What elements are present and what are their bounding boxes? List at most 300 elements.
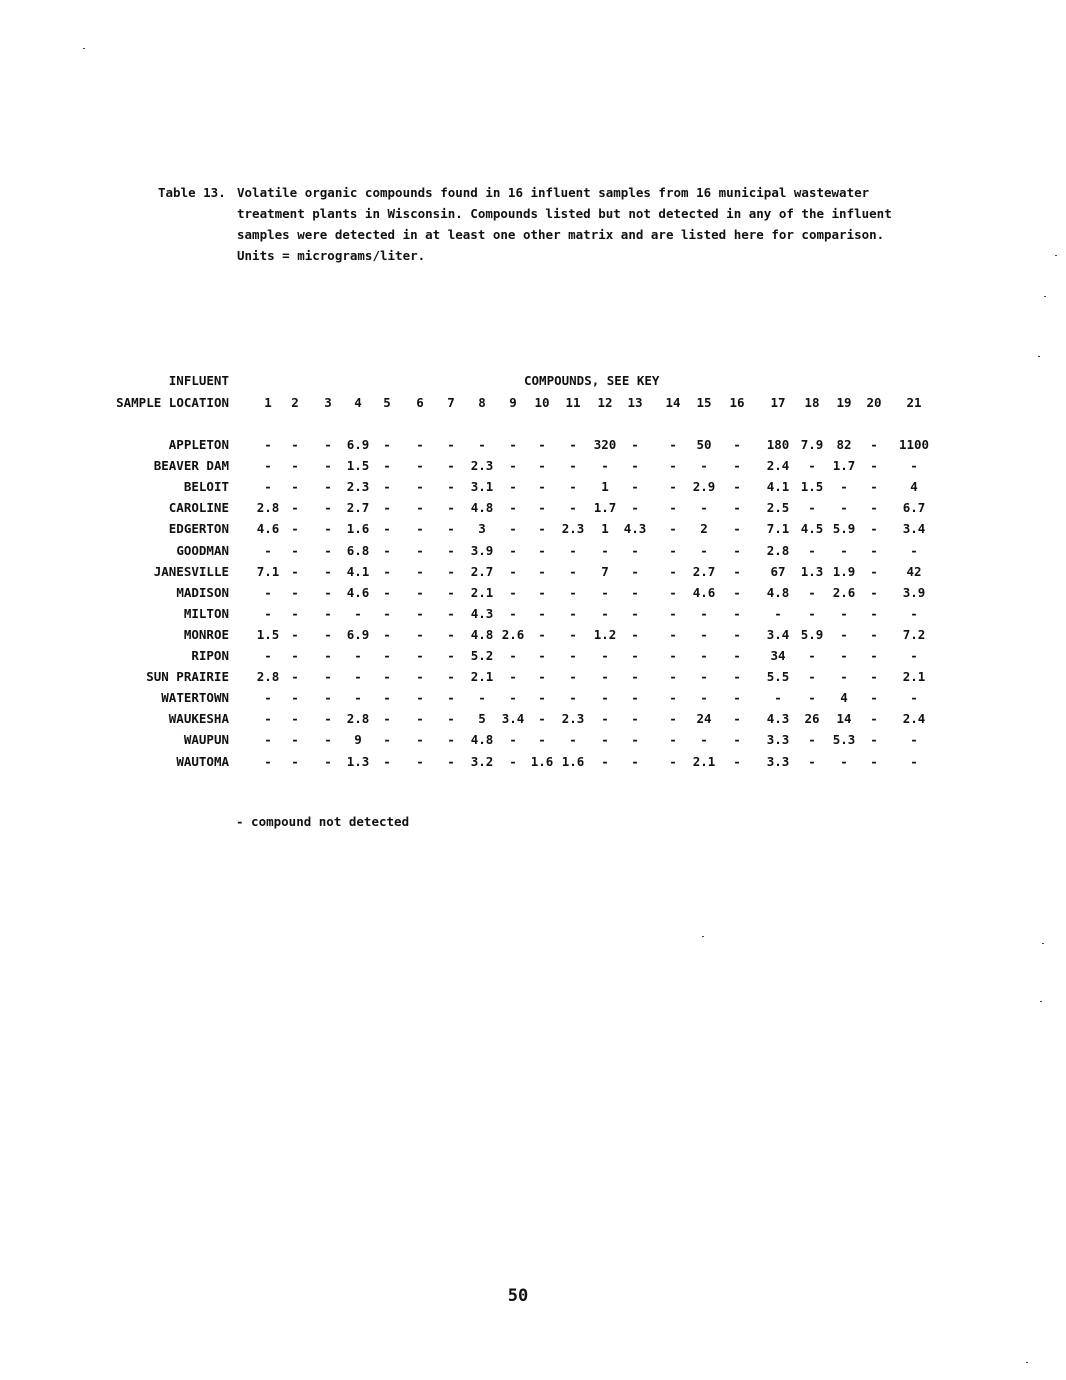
table-cell: -	[669, 606, 677, 621]
table-cell: -	[910, 690, 918, 705]
row-location: WAUKESHA	[168, 711, 229, 726]
table-cell: 1.5	[800, 479, 824, 494]
column-header: 13	[627, 395, 643, 410]
table-cell: -	[601, 732, 609, 747]
table-cell: -	[416, 437, 424, 452]
column-header: 10	[534, 395, 550, 410]
table-cell: -	[383, 732, 391, 747]
table-cell: -	[601, 458, 609, 473]
table-cell: -	[601, 585, 609, 600]
table-cell: -	[631, 606, 639, 621]
table-cell: 7	[601, 564, 609, 579]
table-cell: -	[870, 754, 878, 769]
table-cell: -	[669, 500, 677, 515]
table-cell: -	[733, 543, 741, 558]
table-cell: 2.3	[470, 458, 494, 473]
table-cell: -	[700, 627, 708, 642]
table-cell: 1100	[898, 437, 930, 452]
table-cell: 1.7	[832, 458, 856, 473]
table-cell: -	[447, 690, 455, 705]
table-cell: -	[416, 648, 424, 663]
table-cell: -	[808, 500, 816, 515]
table-cell: 82	[836, 437, 852, 452]
table-cell: -	[840, 543, 848, 558]
table-cell: -	[447, 479, 455, 494]
table-cell: -	[383, 754, 391, 769]
table-cell: -	[509, 479, 517, 494]
row-location: SUN PRAIRIE	[146, 669, 229, 684]
table-cell: -	[291, 585, 299, 600]
table-cell: 5.9	[832, 521, 856, 536]
table-cell: -	[447, 627, 455, 642]
table-cell: -	[808, 690, 816, 705]
table-cell: -	[700, 458, 708, 473]
table-cell: -	[291, 543, 299, 558]
table-cell: 14	[836, 711, 852, 726]
scan-speck	[1026, 1362, 1028, 1363]
table-cell: -	[669, 754, 677, 769]
table-cell: -	[631, 690, 639, 705]
table-cell: 1.6	[530, 754, 554, 769]
table-cell: -	[383, 669, 391, 684]
table-cell: -	[774, 690, 782, 705]
table-cell: -	[631, 500, 639, 515]
table-cell: 3.4	[766, 627, 790, 642]
table-cell: 5.3	[832, 732, 856, 747]
table-cell: -	[264, 711, 272, 726]
table-cell: -	[324, 627, 332, 642]
table-cell: -	[509, 543, 517, 558]
table-cell: 1.5	[256, 627, 280, 642]
table-cell: -	[669, 669, 677, 684]
table-cell: -	[538, 500, 546, 515]
row-location: APPLETON	[168, 437, 229, 452]
table-cell: 3.4	[501, 711, 525, 726]
column-header: 3	[324, 395, 332, 410]
table-cell: -	[291, 458, 299, 473]
table-cell: -	[416, 690, 424, 705]
table-cell: 2.7	[470, 564, 494, 579]
table-cell: -	[264, 479, 272, 494]
table-cell: -	[569, 500, 577, 515]
table-cell: -	[910, 543, 918, 558]
table-cell: 4.3	[766, 711, 790, 726]
table-cell: -	[733, 585, 741, 600]
table-cell: -	[733, 500, 741, 515]
table-cell: -	[840, 606, 848, 621]
scan-speck	[1038, 356, 1040, 357]
table-cell: -	[509, 500, 517, 515]
footnote: - compound not detected	[236, 814, 410, 829]
table-cell: 2.8	[256, 500, 280, 515]
table-cell: -	[291, 437, 299, 452]
table-cell: 4.6	[692, 585, 716, 600]
table-cell: -	[264, 543, 272, 558]
column-header: 9	[509, 395, 517, 410]
column-header: 5	[383, 395, 391, 410]
table-cell: 24	[696, 711, 712, 726]
table-cell: -	[509, 564, 517, 579]
table-cell: 7.2	[902, 627, 926, 642]
table-cell: -	[733, 690, 741, 705]
table-cell: -	[569, 690, 577, 705]
table-cell: -	[383, 690, 391, 705]
table-cell: -	[447, 669, 455, 684]
table-cell: -	[538, 690, 546, 705]
table-cell: -	[447, 500, 455, 515]
table-cell: -	[538, 627, 546, 642]
table-cell: -	[324, 754, 332, 769]
scan-speck	[1044, 296, 1046, 297]
column-header: 12	[597, 395, 613, 410]
table-cell: -	[669, 627, 677, 642]
table-cell: -	[264, 732, 272, 747]
row-location: MADISON	[176, 585, 229, 600]
table-cell: -	[910, 754, 918, 769]
row-location: MONROE	[183, 627, 229, 642]
row-location: MILTON	[183, 606, 229, 621]
table-cell: -	[840, 754, 848, 769]
table-cell: 3.9	[902, 585, 926, 600]
table-cell: -	[509, 648, 517, 663]
table-cell: 5	[478, 711, 486, 726]
table-cell: -	[840, 479, 848, 494]
table-cell: 3.2	[470, 754, 494, 769]
table-cell: -	[569, 479, 577, 494]
table-cell: -	[383, 711, 391, 726]
table-cell: -	[669, 458, 677, 473]
table-cell: -	[631, 585, 639, 600]
table-cell: -	[733, 648, 741, 663]
table-cell: -	[538, 458, 546, 473]
table-cell: -	[870, 648, 878, 663]
table-cell: -	[669, 437, 677, 452]
table-cell: 2.1	[692, 754, 716, 769]
table-cell: -	[808, 754, 816, 769]
table-cell: -	[264, 648, 272, 663]
table-cell: -	[447, 711, 455, 726]
table-cell: 5.9	[800, 627, 824, 642]
table-cell: -	[669, 543, 677, 558]
table-cell: 5.5	[766, 669, 790, 684]
table-cell: 3.9	[470, 543, 494, 558]
table-cell: -	[733, 458, 741, 473]
table-cell: -	[808, 648, 816, 663]
table-cell: -	[569, 564, 577, 579]
table-cell: -	[416, 479, 424, 494]
table-cell: -	[700, 690, 708, 705]
table-cell: -	[324, 732, 332, 747]
scan-speck	[83, 48, 85, 49]
row-header-line1: INFLUENT	[168, 373, 229, 388]
table-cell: 1	[601, 521, 609, 536]
table-cell: 7.9	[800, 437, 824, 452]
table-cell: 1.7	[593, 500, 617, 515]
table-cell: -	[808, 543, 816, 558]
table-cell: -	[324, 711, 332, 726]
column-header: 2	[291, 395, 299, 410]
table-cell: -	[291, 690, 299, 705]
table-cell: 4.1	[766, 479, 790, 494]
page-number: 50	[507, 1286, 529, 1306]
table-cell: 4.1	[346, 564, 370, 579]
table-cell: -	[870, 690, 878, 705]
table-cell: -	[354, 669, 362, 684]
table-cell: -	[538, 543, 546, 558]
table-cell: -	[870, 458, 878, 473]
table-cell: -	[631, 627, 639, 642]
table-cell: -	[416, 669, 424, 684]
table-cell: -	[733, 606, 741, 621]
table-cell: 3.3	[766, 754, 790, 769]
row-location: BEAVER DAM	[153, 458, 229, 473]
row-location: BELOIT	[183, 479, 229, 494]
table-cell: -	[264, 606, 272, 621]
table-cell: 7.1	[256, 564, 280, 579]
table-cell: -	[509, 754, 517, 769]
table-cell: -	[291, 479, 299, 494]
row-location: EDGERTON	[168, 521, 229, 536]
table-cell: -	[354, 690, 362, 705]
table-cell: 42	[906, 564, 922, 579]
table-cell: -	[870, 500, 878, 515]
table-cell: -	[416, 711, 424, 726]
table-cell: -	[324, 564, 332, 579]
table-cell: 4.6	[256, 521, 280, 536]
table-cell: -	[601, 669, 609, 684]
table-cell: -	[509, 458, 517, 473]
table-cell: -	[324, 585, 332, 600]
table-cell: 2	[700, 521, 708, 536]
table-cell: -	[509, 585, 517, 600]
table-cell: -	[324, 458, 332, 473]
table-cell: -	[324, 669, 332, 684]
table-cell: -	[538, 437, 546, 452]
table-cell: -	[291, 521, 299, 536]
table-cell: 6.9	[346, 627, 370, 642]
table-cell: -	[870, 732, 878, 747]
table-cell: -	[416, 627, 424, 642]
table-cell: -	[870, 711, 878, 726]
table-cell: 4.8	[470, 500, 494, 515]
table-cell: -	[383, 627, 391, 642]
table-cell: 2.3	[561, 711, 585, 726]
table-cell: -	[569, 669, 577, 684]
table-cell: -	[870, 479, 878, 494]
table-cell: 4.5	[800, 521, 824, 536]
table-cell: -	[631, 648, 639, 663]
table-cell: -	[538, 648, 546, 663]
table-cell: 2.8	[346, 711, 370, 726]
table-cell: 2.1	[902, 669, 926, 684]
table-cell: -	[669, 585, 677, 600]
table-cell: -	[478, 437, 486, 452]
table-cell: -	[631, 458, 639, 473]
table-cell: -	[416, 500, 424, 515]
table-cell: 4.8	[470, 732, 494, 747]
column-header: 1	[264, 395, 272, 410]
table-cell: -	[383, 437, 391, 452]
table-cell: 1.5	[346, 458, 370, 473]
column-header: 6	[416, 395, 424, 410]
table-cell: -	[538, 521, 546, 536]
table-cell: -	[870, 564, 878, 579]
table-cell: -	[601, 648, 609, 663]
table-cell: -	[416, 606, 424, 621]
table-label: Table 13.	[158, 185, 226, 200]
table-cell: -	[324, 521, 332, 536]
table-cell: -	[447, 437, 455, 452]
table-cell: -	[354, 648, 362, 663]
table-cell: -	[538, 564, 546, 579]
table-cell: -	[669, 564, 677, 579]
table-cell: 6.7	[902, 500, 926, 515]
table-cell: -	[631, 437, 639, 452]
table-cell: 3	[478, 521, 486, 536]
table-cell: -	[538, 669, 546, 684]
column-header: 15	[696, 395, 712, 410]
table-cell: -	[840, 500, 848, 515]
column-header: 4	[354, 395, 362, 410]
table-cell: -	[324, 479, 332, 494]
row-location: GOODMAN	[176, 543, 229, 558]
table-cell: -	[870, 543, 878, 558]
table-cell: -	[447, 648, 455, 663]
table-cell: -	[870, 606, 878, 621]
table-cell: 50	[696, 437, 712, 452]
table-cell: -	[291, 500, 299, 515]
table-cell: -	[291, 606, 299, 621]
table-cell: -	[509, 521, 517, 536]
table-cell: -	[416, 521, 424, 536]
column-header: 16	[729, 395, 745, 410]
table-cell: 2.3	[346, 479, 370, 494]
table-cell: 2.4	[766, 458, 790, 473]
table-cell: -	[700, 648, 708, 663]
table-cell: -	[538, 732, 546, 747]
table-cell: -	[870, 437, 878, 452]
table-cell: 2.4	[902, 711, 926, 726]
table-cell: 1.2	[593, 627, 617, 642]
row-location: WAUPUN	[183, 732, 229, 747]
table-cell: -	[538, 479, 546, 494]
table-cell: -	[700, 606, 708, 621]
table-cell: -	[291, 732, 299, 747]
table-cell: -	[291, 754, 299, 769]
table-cell: -	[631, 479, 639, 494]
table-cell: 4.3	[623, 521, 647, 536]
table-cell: -	[733, 437, 741, 452]
table-cell: -	[324, 437, 332, 452]
table-cell: -	[509, 606, 517, 621]
table-cell: -	[416, 543, 424, 558]
table-cell: -	[700, 732, 708, 747]
table-cell: -	[910, 648, 918, 663]
row-location: JANESVILLE	[153, 564, 229, 579]
table-cell: -	[669, 711, 677, 726]
table-cell: 1.6	[346, 521, 370, 536]
table-cell: 6.9	[346, 437, 370, 452]
table-cell: -	[669, 732, 677, 747]
table-cell: 6.8	[346, 543, 370, 558]
table-cell: 3.3	[766, 732, 790, 747]
column-header: 21	[906, 395, 922, 410]
table-cell: 1.3	[346, 754, 370, 769]
table-cell: 67	[770, 564, 786, 579]
table-cell: -	[324, 690, 332, 705]
table-cell: 2.8	[766, 543, 790, 558]
table-cell: -	[910, 606, 918, 621]
table-cell: -	[324, 648, 332, 663]
table-cell: -	[291, 627, 299, 642]
table-cell: 4.8	[766, 585, 790, 600]
table-cell: -	[631, 543, 639, 558]
table-cell: -	[569, 458, 577, 473]
table-cell: -	[447, 564, 455, 579]
table-cell: 4	[910, 479, 918, 494]
table-cell: -	[478, 690, 486, 705]
column-header: 18	[804, 395, 820, 410]
table-cell: -	[669, 690, 677, 705]
table-cell: 5.2	[470, 648, 494, 663]
table-cell: -	[631, 564, 639, 579]
table-cell: 1.9	[832, 564, 856, 579]
table-cell: -	[870, 627, 878, 642]
table-cell: -	[291, 648, 299, 663]
table-cell: -	[509, 690, 517, 705]
table-cell: -	[569, 585, 577, 600]
table-cell: 9	[354, 732, 362, 747]
table-cell: -	[264, 585, 272, 600]
table-cell: -	[383, 543, 391, 558]
table-cell: -	[910, 732, 918, 747]
table-cell: -	[601, 543, 609, 558]
table-cell: -	[910, 458, 918, 473]
table-cell: -	[840, 627, 848, 642]
table-cell: -	[601, 711, 609, 726]
table-cell: -	[264, 754, 272, 769]
table-cell: 3.4	[902, 521, 926, 536]
table-cell: -	[416, 458, 424, 473]
table-cell: -	[733, 627, 741, 642]
row-location: WATERTOWN	[161, 690, 229, 705]
table-cell: 7.1	[766, 521, 790, 536]
table-cell: -	[601, 690, 609, 705]
table-cell: -	[733, 479, 741, 494]
table-cell: -	[324, 543, 332, 558]
table-cell: -	[383, 648, 391, 663]
row-header-line2: SAMPLE LOCATION	[116, 395, 229, 410]
table-cell: -	[509, 437, 517, 452]
table-cell: -	[324, 500, 332, 515]
table-cell: -	[733, 711, 741, 726]
table-cell: -	[569, 627, 577, 642]
table-cell: -	[569, 732, 577, 747]
table-cell: -	[447, 732, 455, 747]
table-cell: -	[383, 500, 391, 515]
table-cell: -	[264, 458, 272, 473]
table-cell: -	[291, 564, 299, 579]
table-cell: 2.1	[470, 669, 494, 684]
table-cell: -	[669, 521, 677, 536]
table-cell: 2.3	[561, 521, 585, 536]
table-cell: -	[509, 669, 517, 684]
scan-speck	[1042, 943, 1044, 944]
table-cell: -	[870, 521, 878, 536]
table-cell: 4	[840, 690, 848, 705]
table-cell: -	[808, 669, 816, 684]
table-cell: 2.6	[501, 627, 525, 642]
